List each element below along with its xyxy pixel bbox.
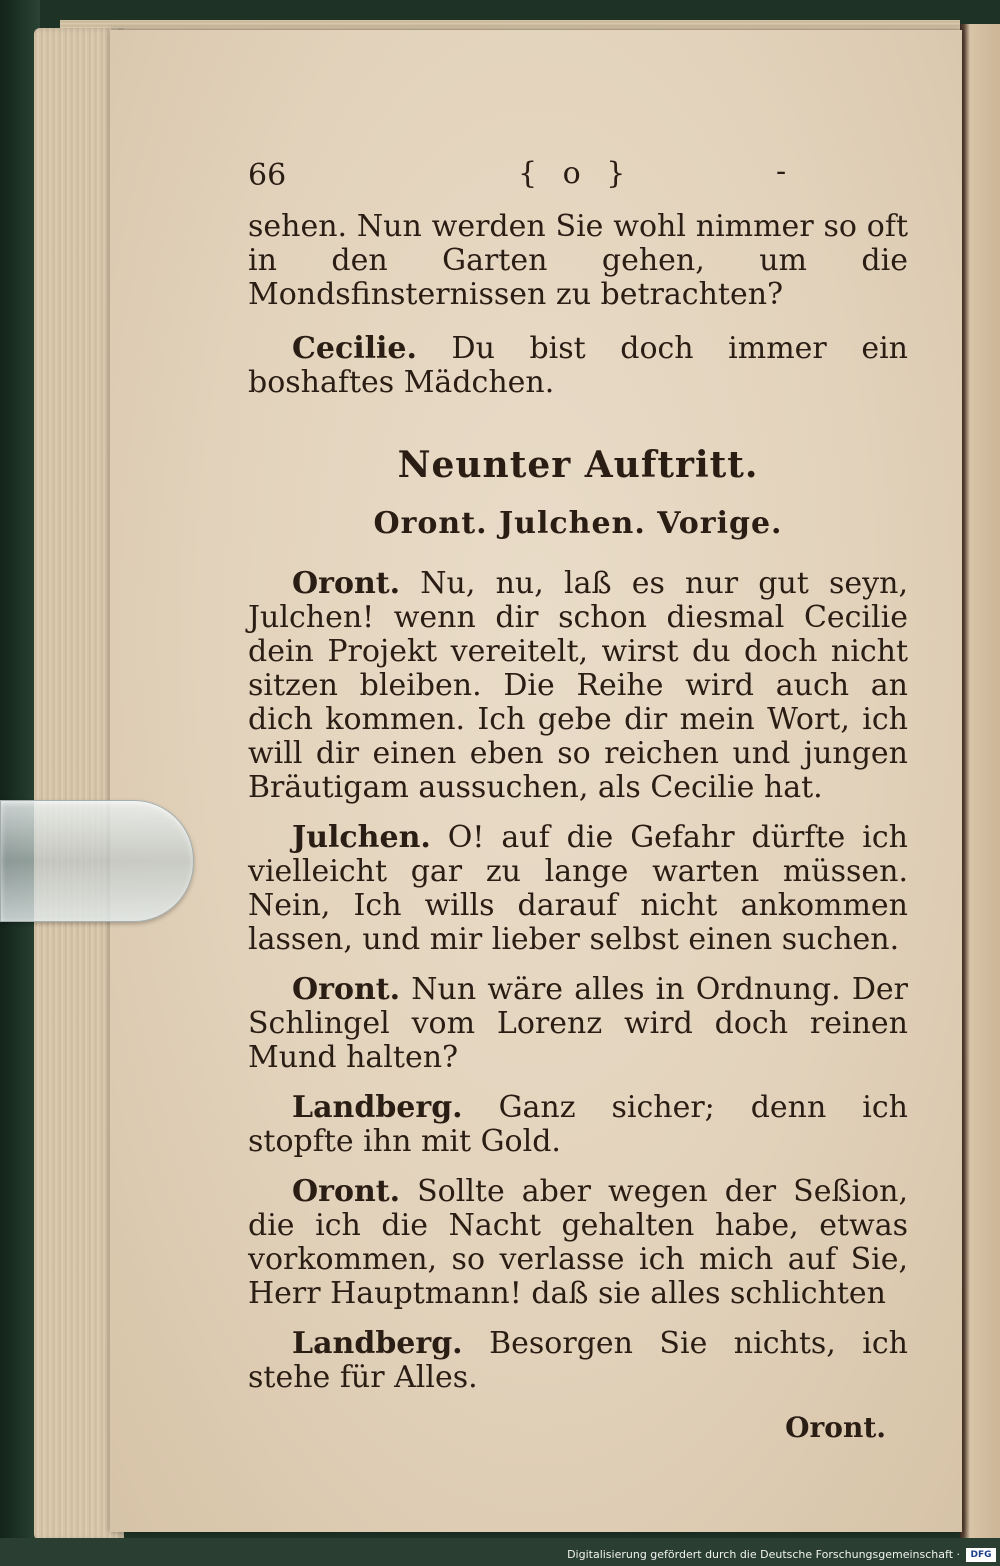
page-number: 66 <box>248 158 287 193</box>
catchword: Oront. <box>785 1411 886 1444</box>
dialogue-text: Du bist doch immer ein boshaftes Mädchen. <box>248 331 908 400</box>
dialogue-paragraph <box>248 1327 908 1395</box>
header-ornament: { o } <box>518 156 634 191</box>
dialogue-text: Ganz sicher; denn ich stopfte ihn mit Gold. <box>248 1090 908 1159</box>
dfg-logo: DFG <box>966 1548 996 1562</box>
dialogue-text: Besorgen Sie nichts, ich stehe für Alles. <box>248 1326 908 1395</box>
footer-credit: Digitalisierung gefördert durch die Deutsche Forschungsgemeinschaft · <box>567 1548 960 1561</box>
speaker-name: Cecilie. <box>292 331 417 366</box>
speaker-name: Landberg. <box>292 1326 463 1361</box>
dialogue-paragraph <box>248 332 908 400</box>
dialogue-paragraph <box>248 821 908 957</box>
page-header <box>248 150 908 210</box>
dialogue-text: Sollte aber wegen der Seßion, die ich die Nacht gehalten habe, etwas vorkommen, so verlasse ich mich auf Sie, Herr Hauptmann! daß sie alles schlichten <box>248 1174 908 1311</box>
dialogue-paragraph <box>248 1091 908 1159</box>
header-dash: - <box>776 154 787 189</box>
dialogue-text: O! auf die Gefahr dürfte ich vielleicht gar zu lange warten müssen. Nein, Ich wills darauf nicht ankommen lassen, und mir lieber selbst einen suchen. <box>248 820 908 957</box>
speaker-name: Landberg. <box>292 1090 463 1125</box>
page-text <box>248 150 908 1444</box>
speaker-name: Oront. <box>292 1174 401 1209</box>
dialogue-paragraph <box>248 567 908 805</box>
scene-characters: Oront. Julchen. Vorige. <box>373 506 783 541</box>
dialogue-paragraph <box>248 973 908 1075</box>
speaker-name: Oront. <box>292 972 401 1007</box>
speaker-name: Oront. <box>292 566 401 601</box>
speaker-name: Julchen. <box>292 820 431 855</box>
dialogue-text: Nun wäre alles in Ordnung. Der Schlingel vom Lorenz wird doch reinen Mund halten? <box>248 972 908 1075</box>
facing-page-edge <box>960 24 1000 1538</box>
scene-title: Neunter Auftritt. <box>397 444 759 486</box>
plastic-page-clip <box>0 800 194 922</box>
continuation-text: sehen. Nun werden Sie wohl nimmer so oft in den Garten gehen, um die Mondsfinsternissen zu betrachten? <box>248 209 908 312</box>
dialogue-paragraph <box>248 1175 908 1311</box>
dialogue-text: Nu, nu, laß es nur gut seyn, Julchen! wenn dir schon diesmal Cecilie dein Projekt vereitelt, wirst du doch nicht sitzen bleiben. Die Reihe wird auch an dich kommen. Ich gebe dir mein Wort, ich will dir einen eben so reichen und jungen Bräutigam aussuchen, als Cecilie hat. <box>248 566 908 805</box>
